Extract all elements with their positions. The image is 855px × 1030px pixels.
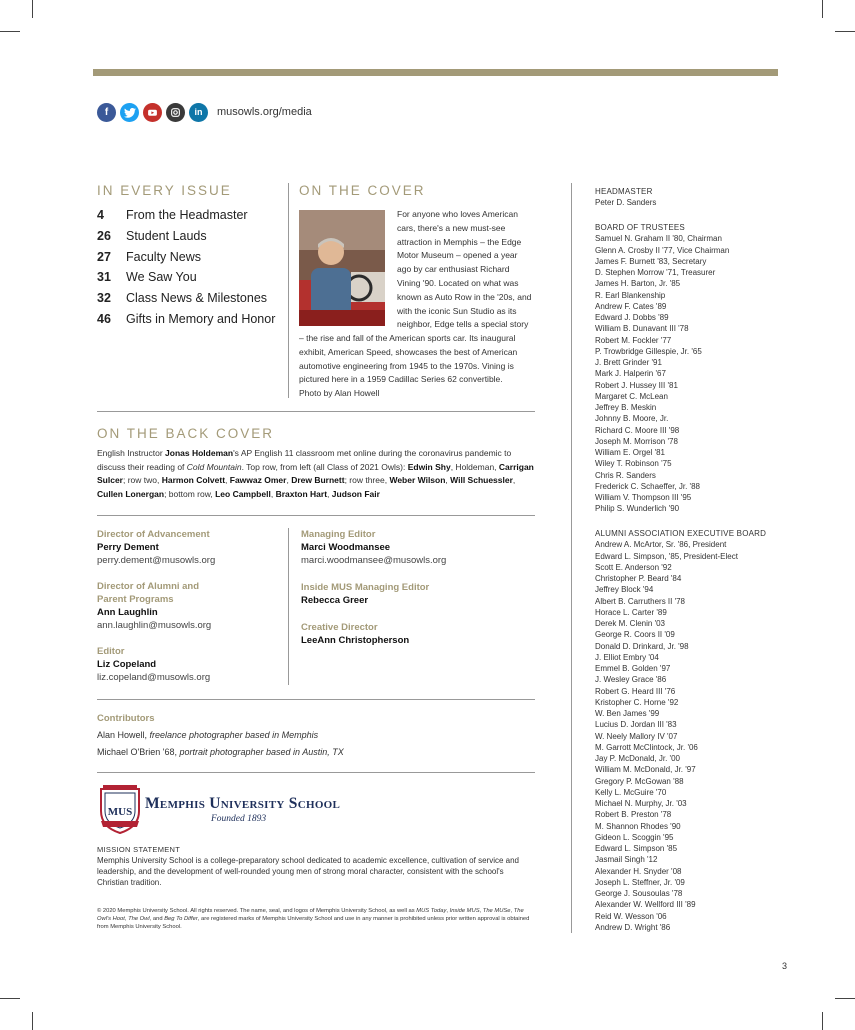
list-item[interactable]: 32 Class News & Milestones	[97, 291, 268, 306]
list-item: Joseph M. Morrison '78	[595, 436, 678, 446]
top-rule	[93, 69, 778, 76]
list-item: Lucius D. Jordan III '83	[595, 720, 677, 730]
crop-mark	[32, 0, 33, 18]
list-item: Edward L. Simpson, '85, President-Elect	[595, 551, 738, 561]
column-divider	[288, 183, 289, 398]
staff-right: Managing Editor Marci Woodmansee marci.woodmansee@musowls.org Inside MUS Managing Editor Rebecca Greer Creative Director LeeAnn Christopherson	[301, 528, 531, 647]
trustees-list	[595, 233, 795, 514]
list-item: D. Stephen Morrow '71, Treasurer	[595, 268, 716, 277]
board-of-trustees: BOARD OF TRUSTEES Samuel N. Graham II '80, Chairman Glenn A. Crosby II '77, Vice Chairman James F. Burnett '83, Secretary D. Stephen Morrow '71, Treasurer James H. Barton, Jr. '85 R. Earl Blankenship Andrew F. Cates '89 Edward J. Dobbs '89 William B. Dunavant III '78 Robert M. Fockler '77 P. Trowbridge Gillespie, Jr. '65 J. Brett Grinder '91 Mark J. Halperin '67 Robert J. Hussey III '81 Margaret C. McLean Jeffrey B. Meskin Johnny B. Moore, Jr. Richard C. Moore III '98 Joseph M. Morrison '78 William E. Orgel '81 Wiley T. Robinson '75 Chris R. Sanders Frederick C. Schaeffer, Jr. '88 William V. Thompson III '95 Philip S. Wunderlich '90	[595, 222, 795, 515]
list-item[interactable]: 27 Faculty News	[97, 249, 202, 264]
list-item: Robert M. Fockler '77	[595, 335, 672, 345]
contributors-title: Contributors	[97, 713, 155, 724]
crop-mark	[822, 0, 823, 18]
social-links	[97, 103, 208, 122]
list-item: W. Neely Mallory IV '07	[595, 731, 678, 741]
list-item: M. Garrott McClintock, Jr. '06	[595, 742, 698, 752]
list-item: Donald D. Drinkard, Jr. '98	[595, 641, 689, 651]
list-item[interactable]: 31 We Saw You	[97, 270, 197, 285]
cover-photo	[299, 210, 385, 326]
back-cover-text: English Instructor Jonas Holdeman's AP English 11 classroom met online during the coronavirus pandemic to discuss their reading of Cold Mountain. Top row, from left (all Class of 2021 Owls): Edwin Shy, Holdeman, Carrigan Sulcer; row two, Harmon Colvett, Fawwaz Omer, Drew Burnett; row three, Weber Wilson, Will Schuessler, Cullen Lonergan; bottom row, Leo Campbell, Braxton Hart, Judson Fair	[97, 448, 534, 499]
list-item: Wiley T. Robinson '75	[595, 459, 672, 469]
crop-mark	[0, 998, 20, 999]
list-item: Robert B. Preston '78	[595, 810, 672, 820]
section-divider	[97, 699, 535, 700]
mission-text: Memphis University School is a college-preparatory school dedicated to academic excellence, cultivation of service and leadership, and the development of well-rounded young men of strong moral character, consistent with the school's Christian tradition.	[97, 856, 519, 887]
list-item[interactable]: 46 Gifts in Memory and Honor	[97, 311, 276, 326]
list-item: Horace L. Carter '89	[595, 607, 667, 617]
list-item: M. Shannon Rhodes '90	[595, 821, 681, 831]
crop-mark	[0, 31, 20, 32]
section-divider	[97, 772, 535, 773]
alumni-board: ALUMNI ASSOCIATION EXECUTIVE BOARD Andrew A. McArtor, Sr. '86, President Edward L. Simpson, '85, President-Elect Scott E. Anderson '92 Christopher P. Beard '84 Jeffrey Block '94 Albert B. Carruthers II '78 Horace L. Carter '89 Derek M. Clenin '03 George R. Coors II '09 Donald D. Drinkard, Jr. '98 J. Elliot Embry '04 Emmel B. Golden '97 J. Wesley Grace '86 Robert G. Heard III '76 Kristopher C. Horne '92 W. Ben James '99 Lucius D. Jordan III '83 W. Neely Mallory IV '07 M. Garrott McClintock, Jr. '06 Jay P. McDonald, Jr. '00 William M. McDonald, Jr. '97 Gregory P. McGowan '88 Kelly L. McGuire '70 Michael N. Murphy, Jr. '03 Robert B. Preston '78 M. Shannon Rhodes '90 Gideon L. Scoggin '95 Edward L. Simpson '85 Jasmail Singh '12 Alexander H. Snyder '08 Joseph L. Steffner, Jr. '09 George J. Sousoulas '78 Alexander W. Wellford III '89 Reid W. Wesson '06 Andrew D. Wright '86	[595, 528, 795, 933]
list-item: J. Wesley Grace '86	[595, 675, 667, 685]
list-item: Andrew A. McArtor, Sr. '86, President	[595, 540, 727, 550]
list-item: Emmel B. Golden '97	[595, 664, 671, 673]
list-item[interactable]: 4 From the Headmaster	[97, 208, 248, 223]
staff-left: Director of Advancement Perry Dement perry.dement@musowls.org Director of Alumni and Parent Programs Ann Laughlin ann.laughlin@musowls.org Editor Liz Copeland liz.copeland@musowls.org	[97, 528, 282, 684]
issue-list	[97, 205, 282, 329]
youtube-icon[interactable]	[143, 103, 162, 122]
alumni-list	[595, 539, 795, 933]
list-item: Samuel N. Graham II '80, Chairman	[595, 234, 722, 244]
list-item: Andrew D. Wright '86	[595, 922, 671, 932]
mission-label: MISSION STATEMENT	[97, 845, 181, 854]
list-item: Richard C. Moore III '98	[595, 425, 680, 435]
list-item: Kelly L. McGuire '70	[595, 787, 667, 797]
list-item: Frederick C. Schaeffer, Jr. '88	[595, 481, 700, 491]
list-item: Edward J. Dobbs '89	[595, 313, 669, 322]
crest-lettering: MUS	[107, 806, 133, 818]
list-item: Mark J. Halperin '67	[595, 369, 666, 379]
crop-mark	[32, 1012, 33, 1030]
list-item: Philip S. Wunderlich '90	[595, 504, 680, 514]
section-divider	[97, 515, 535, 516]
email-link[interactable]: perry.dement@musowls.org	[97, 555, 216, 566]
list-item: Robert J. Hussey III '81	[595, 380, 678, 390]
crop-mark	[835, 31, 855, 32]
list-item: Kristopher C. Horne '92	[595, 697, 679, 707]
list-item: Gideon L. Scoggin '95	[595, 832, 674, 842]
list-item: Albert B. Carruthers II '78	[595, 596, 686, 606]
list-item: Johnny B. Moore, Jr.	[595, 414, 669, 424]
list-item: Jay P. McDonald, Jr. '00	[595, 754, 680, 763]
facebook-icon[interactable]: f	[97, 103, 116, 122]
list-item: Christopher P. Beard '84	[595, 574, 682, 583]
list-item: George J. Sousoulas '78	[595, 889, 683, 898]
list-item: Joseph L. Steffner, Jr. '09	[595, 877, 685, 887]
list-item: J. Elliot Embry '04	[595, 652, 659, 662]
list-item: Alexander H. Snyder '08	[595, 866, 682, 876]
list-item: Margaret C. McLean	[595, 391, 668, 401]
list-item: J. Brett Grinder '91	[595, 358, 662, 367]
list-item: Robert G. Heard III '76	[595, 686, 676, 696]
list-item: Scott E. Anderson '92	[595, 562, 672, 572]
cover-text-below: – the rise and fall of the American sports car. Its inaugural exhibit, American Speed, showcases the best of American automotive engineering from 1945 to the 1970s. Vining is pictured here in a 1959 Cadillac Series 62 convertible. Photo by Alan Howell	[299, 333, 518, 399]
list-item: William E. Orgel '81	[595, 448, 665, 457]
list-item: Jasmail Singh '12	[595, 855, 658, 865]
list-item: W. Ben James '99	[595, 709, 660, 718]
school-crest-logo	[97, 785, 143, 835]
crop-mark	[835, 998, 855, 999]
cover-text-side: For anyone who loves American cars, there's a new must-see attraction in Memphis – the Edge Motor Museum – opened a year ago by car enthusiast Richard Vining '90. Located on what was known as Auto Row in the '20s, and with the iconic Sun Studio as its neighbor, Edge tells a special story	[397, 209, 532, 330]
list-item[interactable]: 26 Student Lauds	[97, 229, 207, 244]
page-number: 3	[782, 961, 788, 971]
list-item: James F. Burnett '83, Secretary	[595, 256, 707, 266]
email-link[interactable]: marci.woodmansee@musowls.org	[301, 555, 447, 566]
section-divider	[97, 411, 535, 412]
list-item: Jeffrey B. Meskin	[595, 403, 657, 412]
crop-mark	[822, 1012, 823, 1030]
school-name: Memphis University School	[145, 795, 341, 812]
email-link[interactable]: ann.laughlin@musowls.org	[97, 620, 212, 631]
contributors-list	[97, 727, 537, 761]
list-item: Alan Howell, freelance photographer based in Memphis	[97, 730, 319, 740]
list-item: Michael N. Murphy, Jr. '03	[595, 799, 687, 808]
instagram-icon[interactable]	[166, 103, 185, 122]
list-item: Reid W. Wesson '06	[595, 911, 667, 921]
list-item: George R. Coors II '09	[595, 630, 675, 640]
list-item: Andrew F. Cates '89	[595, 301, 667, 311]
on-the-back-cover-title: ON THE BACK COVER	[97, 426, 275, 441]
list-item: James H. Barton, Jr. '85	[595, 279, 681, 289]
in-every-issue-title: IN EVERY ISSUE	[97, 183, 232, 198]
list-item: Derek M. Clenin '03	[595, 619, 665, 628]
list-item: Glenn A. Crosby II '77, Vice Chairman	[595, 245, 730, 255]
list-item: R. Earl Blankenship	[595, 290, 666, 300]
copyright-notice: © 2020 Memphis University School. All rights reserved. The name, seal, and logos of Memphis University School, as well as MUS Today, Inside MUS, The MUSe, The Owl's Hoot, The Owl, and Beg To Differ, are registered marks of Memphis University School and use in any manner is prohibited unless prior written approval is obtained from Memphis University School.	[97, 908, 530, 931]
founded-year: Founded 1893	[211, 814, 267, 824]
column-divider	[571, 183, 572, 933]
list-item: Jeffrey Block '94	[595, 585, 654, 595]
list-item: Michael O'Brien '68, portrait photographer based in Austin, TX	[97, 747, 344, 757]
list-item: Gregory P. McGowan '88	[595, 776, 684, 786]
list-item: Chris R. Sanders	[595, 470, 656, 480]
on-the-cover-title: ON THE COVER	[299, 183, 426, 198]
list-item: William B. Dunavant III '78	[595, 324, 689, 334]
social-url[interactable]: musowls.org/media	[217, 106, 312, 118]
list-item: Edward L. Simpson '85	[595, 844, 678, 853]
headmaster-block: HEADMASTER Peter D. Sanders	[595, 187, 657, 208]
column-divider	[288, 528, 289, 685]
email-link[interactable]: liz.copeland@musowls.org	[97, 672, 211, 683]
linkedin-icon[interactable]: in	[189, 103, 208, 122]
twitter-icon[interactable]	[120, 103, 139, 122]
list-item: Alexander W. Wellford III '89	[595, 900, 696, 910]
list-item: William M. McDonald, Jr. '97	[595, 765, 696, 775]
list-item: P. Trowbridge Gillespie, Jr. '65	[595, 346, 702, 356]
list-item: William V. Thompson III '95	[595, 493, 692, 502]
